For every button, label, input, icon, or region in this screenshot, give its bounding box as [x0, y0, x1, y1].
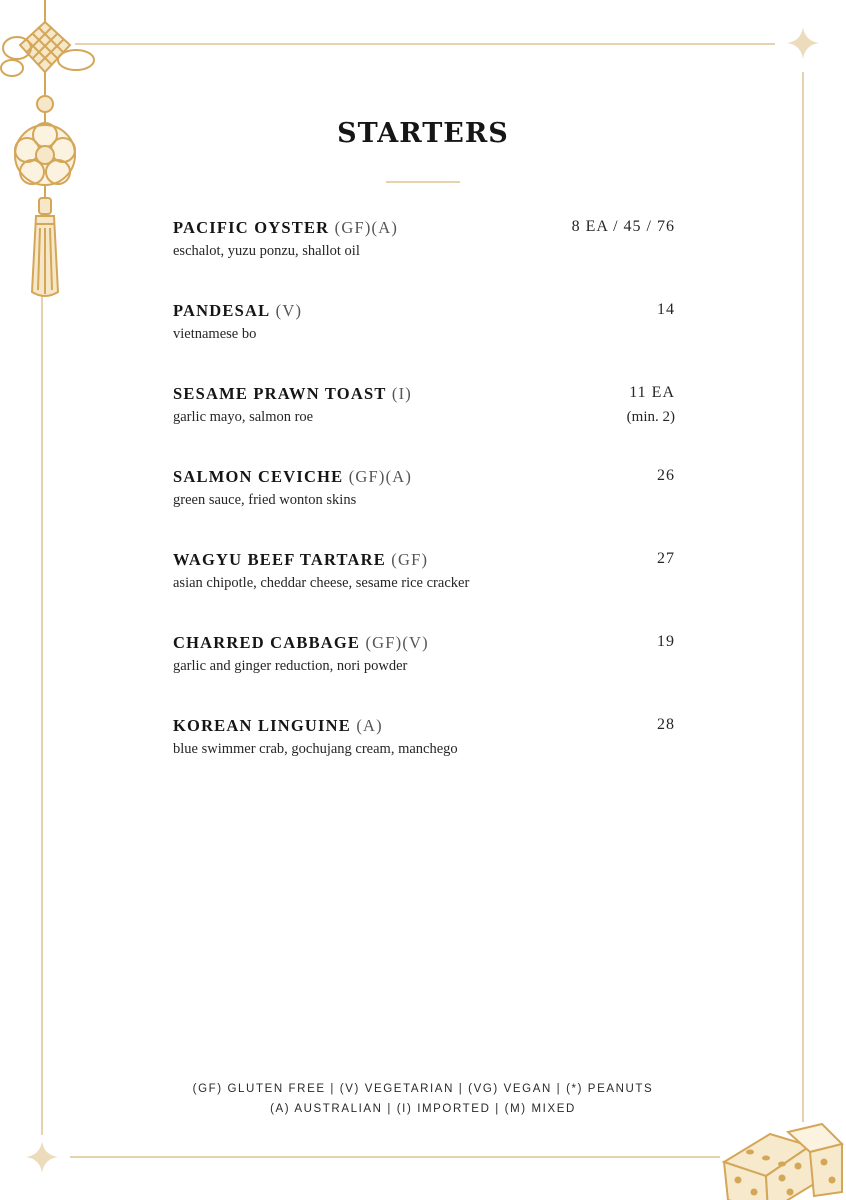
item-tags: (GF)(A) [334, 218, 399, 237]
title-divider [386, 181, 460, 183]
item-name: WAGYU BEEF TARTARE [173, 550, 386, 569]
item-name: SESAME PRAWN TOAST [173, 384, 387, 403]
item-description: eschalot, yuzu ponzu, shallot oil [173, 243, 360, 259]
item-price: 11 EA [629, 384, 675, 401]
item-name-line [173, 550, 428, 570]
item-tags: (V) [275, 301, 303, 320]
item-name: SALMON CEVICHE [173, 467, 344, 486]
item-price-note: (min. 2) [626, 409, 675, 425]
item-tags: (I) [391, 384, 412, 403]
item-name: PACIFIC OYSTER [173, 218, 330, 237]
item-name: PANDESAL [173, 301, 271, 320]
item-name: KOREAN LINGUINE [173, 716, 351, 735]
item-price: 8 EA / 45 / 76 [571, 218, 675, 235]
item-tags: (A) [356, 716, 383, 735]
item-tags: (GF)(V) [365, 633, 429, 652]
item-name-line [173, 467, 412, 487]
item-name-line [173, 301, 302, 321]
item-tags: (GF)(A) [348, 467, 413, 486]
item-name-line [173, 716, 383, 736]
item-description: garlic and ginger reduction, nori powder [173, 658, 408, 674]
menu-item [173, 467, 675, 550]
item-name-line [173, 384, 412, 404]
item-price: 27 [657, 550, 675, 567]
item-description: green sauce, fried wonton skins [173, 492, 357, 508]
item-description: blue swimmer crab, gochujang cream, manchego [173, 741, 458, 757]
item-name: CHARRED CABBAGE [173, 633, 361, 652]
item-name-line [173, 218, 398, 238]
item-price: 14 [657, 301, 675, 318]
dietary-legend-line-1: (GF) GLUTEN FREE | (V) VEGETARIAN | (VG) VEGAN | (*) PEANUTS [192, 1083, 654, 1095]
item-tags: (GF) [391, 550, 429, 569]
menu-item [173, 633, 675, 716]
menu-list [173, 218, 675, 799]
item-price: 28 [657, 716, 675, 733]
sparkle-star-icon [25, 1140, 59, 1174]
item-name-line [173, 633, 429, 653]
menu-item [173, 218, 675, 301]
menu-item [173, 301, 675, 384]
frame-top-border [75, 43, 775, 45]
menu-item [173, 384, 675, 467]
dietary-legend-line-2: (A) AUSTRALIAN | (I) IMPORTED | (M) MIXED [270, 1103, 576, 1115]
menu-item [173, 550, 675, 633]
item-price: 26 [657, 467, 675, 484]
menu-item [173, 716, 675, 799]
item-description: garlic mayo, salmon roe [173, 409, 314, 425]
page-title: STARTERS [337, 118, 509, 149]
item-description: asian chipotle, cheddar cheese, sesame rice cracker [173, 575, 470, 591]
frame-left-border [41, 295, 43, 1135]
frame-bottom-border [70, 1156, 720, 1158]
item-description: vietnamese bo [173, 326, 257, 342]
sparkle-star-icon [786, 26, 820, 60]
dice-icon [718, 1122, 846, 1200]
chinese-knot-tassel-icon [0, 0, 100, 305]
item-price: 19 [657, 633, 675, 650]
frame-right-border [802, 72, 804, 1122]
